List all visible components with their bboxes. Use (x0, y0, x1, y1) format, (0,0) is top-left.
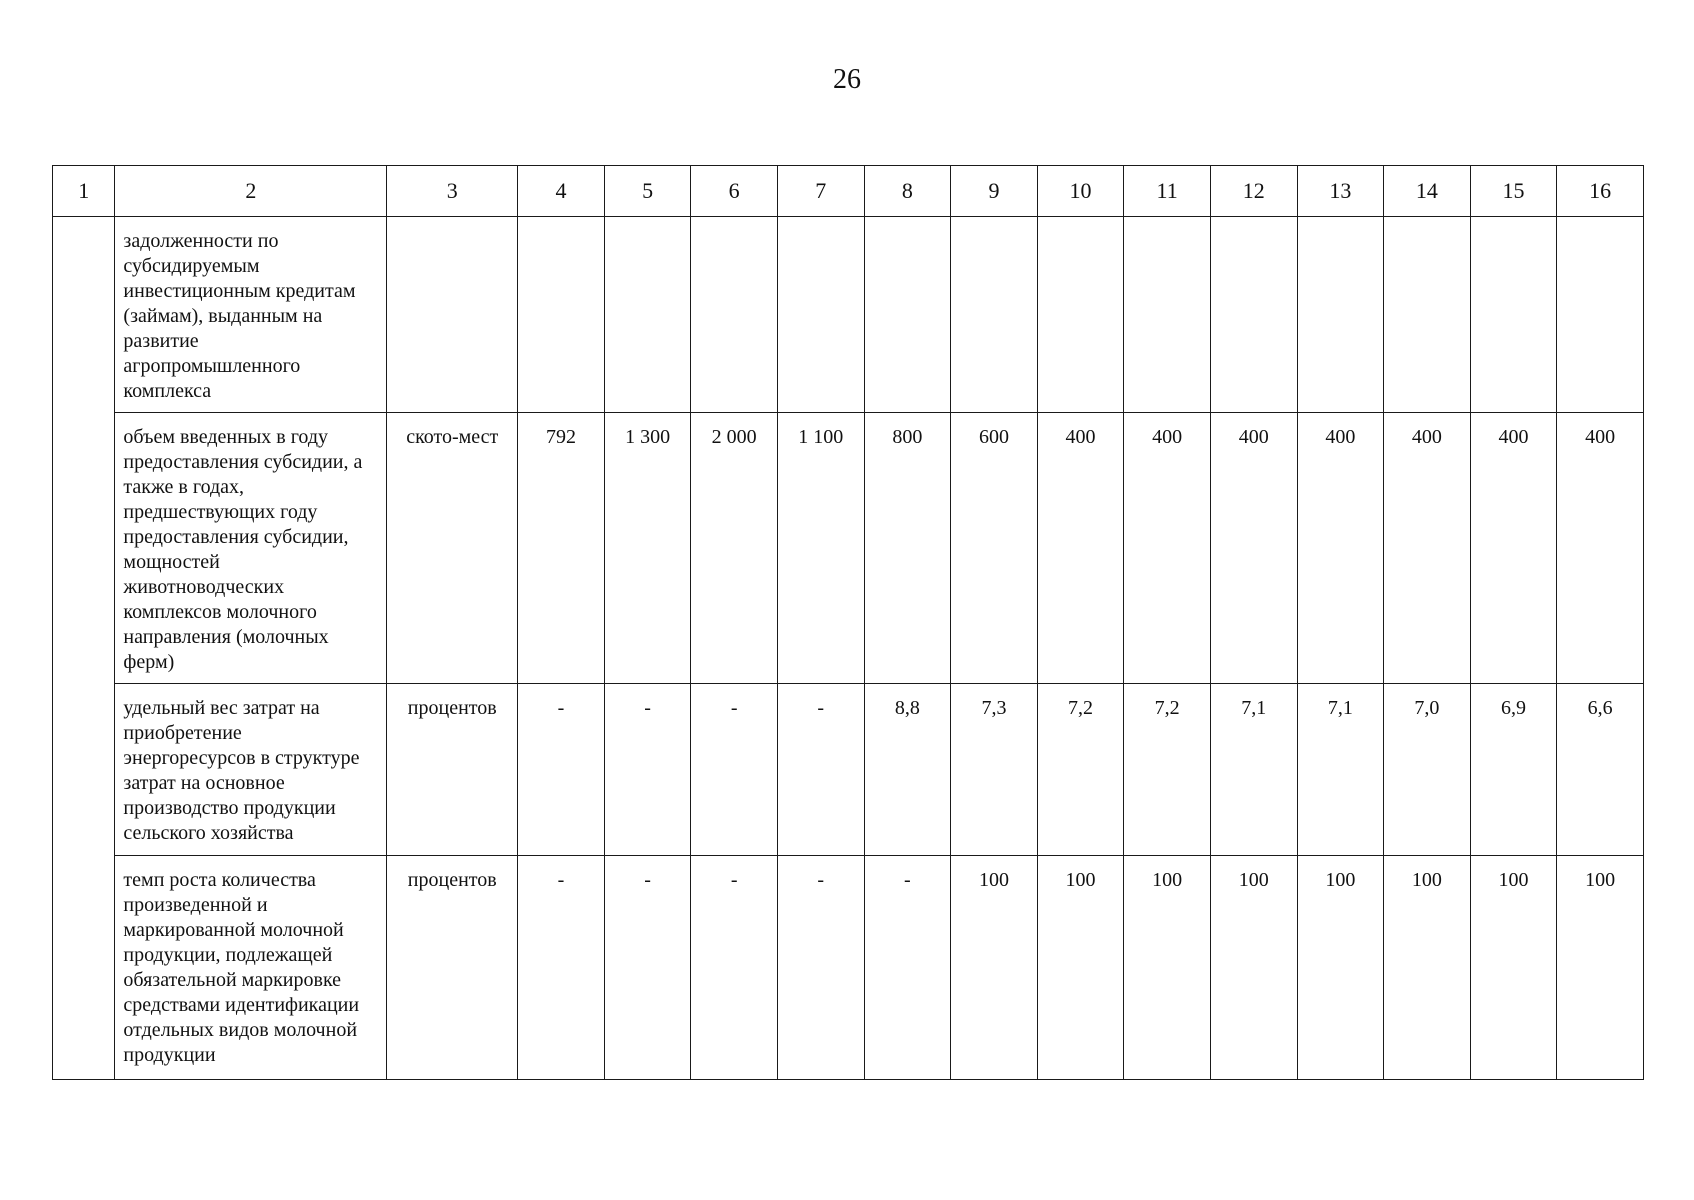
value-cell (777, 217, 864, 413)
column-header: 11 (1124, 166, 1211, 217)
number-cell (53, 217, 115, 1080)
unit-cell: ското-мест (387, 413, 518, 684)
value-cell: 400 (1037, 413, 1124, 684)
value-cell: 1 100 (777, 413, 864, 684)
indicator-table (52, 165, 1644, 1080)
value-cell (1384, 217, 1471, 413)
value-cell: 6,9 (1470, 684, 1557, 856)
value-cell: 792 (518, 413, 605, 684)
indicator-description: темп роста количества произведенной и маркированной молочной продукции, подлежащей обязательной маркировке средствами идентификации отдельных видов молочной продукции (115, 856, 387, 1080)
column-header: 3 (387, 166, 518, 217)
page-number: 26 (833, 64, 861, 95)
value-cell: 7,2 (1037, 684, 1124, 856)
table-row (53, 684, 1644, 856)
value-cell: 100 (1297, 856, 1384, 1080)
indicator-description: удельный вес затрат на приобретение энергоресурсов в структуре затрат на основное производство продукции сельского хозяйства (115, 684, 387, 856)
value-cell: 100 (951, 856, 1038, 1080)
value-cell (1210, 217, 1297, 413)
column-header: 5 (604, 166, 691, 217)
value-cell: 400 (1470, 413, 1557, 684)
column-header: 15 (1470, 166, 1557, 217)
table-row (53, 856, 1644, 1080)
column-header: 9 (951, 166, 1038, 217)
column-header: 7 (777, 166, 864, 217)
value-cell: 7,1 (1210, 684, 1297, 856)
column-header: 2 (115, 166, 387, 217)
value-cell: 8,8 (864, 684, 951, 856)
column-header: 4 (518, 166, 605, 217)
value-cell: - (691, 684, 778, 856)
column-header: 12 (1210, 166, 1297, 217)
value-cell: 400 (1297, 413, 1384, 684)
value-cell (1037, 217, 1124, 413)
column-header: 14 (1384, 166, 1471, 217)
value-cell: 100 (1210, 856, 1297, 1080)
value-cell: - (518, 684, 605, 856)
column-header: 13 (1297, 166, 1384, 217)
value-cell: 600 (951, 413, 1038, 684)
value-cell: 7,1 (1297, 684, 1384, 856)
value-cell: 400 (1210, 413, 1297, 684)
value-cell: - (777, 684, 864, 856)
value-cell: 100 (1037, 856, 1124, 1080)
value-cell (1297, 217, 1384, 413)
value-cell (951, 217, 1038, 413)
indicator-description: объем введенных в году предоставления субсидии, а также в годах, предшествующих году предоставления субсидии, мощностей животноводческих комплексов молочного направления (молочных ферм) (115, 413, 387, 684)
value-cell: 7,2 (1124, 684, 1211, 856)
indicator-description: задолженности по субсидируемым инвестиционным кредитам (займам), выданным на развитие агропромышленного комплекса (115, 217, 387, 413)
value-cell (1470, 217, 1557, 413)
table-row (53, 413, 1644, 684)
value-cell: 2 000 (691, 413, 778, 684)
value-cell (1557, 217, 1644, 413)
value-cell: 400 (1384, 413, 1471, 684)
value-cell: 400 (1124, 413, 1211, 684)
value-cell: 400 (1557, 413, 1644, 684)
value-cell (604, 217, 691, 413)
value-cell: 100 (1384, 856, 1471, 1080)
value-cell: - (604, 684, 691, 856)
column-header: 1 (53, 166, 115, 217)
value-cell: 7,3 (951, 684, 1038, 856)
unit-cell: процентов (387, 856, 518, 1080)
value-cell: - (777, 856, 864, 1080)
value-cell: 1 300 (604, 413, 691, 684)
unit-cell: процентов (387, 684, 518, 856)
value-cell: 7,0 (1384, 684, 1471, 856)
value-cell: 100 (1124, 856, 1211, 1080)
column-header: 10 (1037, 166, 1124, 217)
table-header-row (53, 166, 1644, 217)
value-cell (518, 217, 605, 413)
value-cell (864, 217, 951, 413)
value-cell: - (518, 856, 605, 1080)
column-header: 16 (1557, 166, 1644, 217)
value-cell: 6,6 (1557, 684, 1644, 856)
value-cell (691, 217, 778, 413)
value-cell: 100 (1557, 856, 1644, 1080)
table-row (53, 217, 1644, 413)
value-cell: - (691, 856, 778, 1080)
value-cell: - (864, 856, 951, 1080)
value-cell: - (604, 856, 691, 1080)
value-cell: 800 (864, 413, 951, 684)
value-cell: 100 (1470, 856, 1557, 1080)
unit-cell (387, 217, 518, 413)
value-cell (1124, 217, 1211, 413)
column-header: 6 (691, 166, 778, 217)
column-header: 8 (864, 166, 951, 217)
